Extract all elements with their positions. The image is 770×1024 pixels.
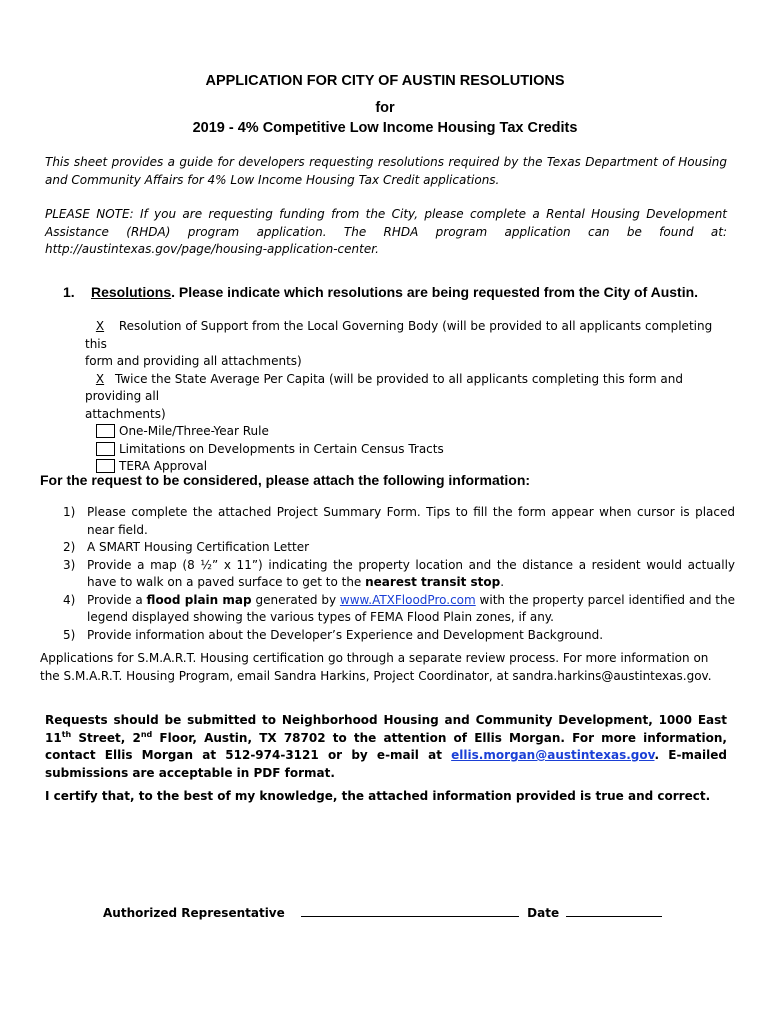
- list-text-bold: flood plain map: [146, 592, 252, 607]
- checkbox[interactable]: [96, 459, 115, 473]
- list-text: A SMART Housing Certification Letter: [87, 540, 310, 554]
- submission-paragraph: [45, 712, 727, 782]
- submission-text: Floor, Austin, TX 78702 to the attention of Ellis Morgan. For more information, contact Ellis Morgan at 512-974-3121 or by e-mail at: [45, 730, 727, 762]
- floodpro-link[interactable]: www.ATXFloodPro.com: [339, 592, 476, 607]
- resolutions-list: [85, 318, 725, 476]
- list-item: [40, 557, 735, 592]
- list-text-part: with the property parcel identified and the legend displayed showing the various types of FEMA Flood Plain zones, if any.: [87, 592, 735, 624]
- list-number: 2): [63, 540, 76, 554]
- superscript: nd: [140, 729, 153, 739]
- resolution-label-continued: attachments): [85, 406, 166, 421]
- list-item: [40, 504, 735, 539]
- signature-label: Authorized Representative: [103, 906, 285, 920]
- list-number: 1): [63, 505, 76, 519]
- submission-text: Requests should be submitted to Neighborhood Housing and Community Development, 1000 East 11: [45, 713, 727, 745]
- list-text: [87, 592, 735, 627]
- signature-field[interactable]: [301, 904, 519, 917]
- checked-mark[interactable]: X: [95, 319, 105, 333]
- list-text: [87, 557, 735, 592]
- email-link[interactable]: ellis.morgan@austintexas.gov: [451, 748, 655, 762]
- list-text: Provide information about the Developer’s Experience and Development Background.: [87, 627, 604, 642]
- list-text-part: .: [500, 575, 505, 589]
- page-subtitle: 2019 - 4% Competitive Low Income Housing Tax Credits: [192, 120, 578, 136]
- resolution-item: [85, 423, 725, 441]
- list-text-bold: nearest transit stop: [365, 575, 501, 589]
- list-text-part: generated by: [251, 592, 340, 607]
- list-text: Please complete the attached Project Summary Form. Tips to fill the form appear when cursor is placed near field.: [87, 505, 735, 537]
- list-item: [40, 627, 735, 645]
- resolution-label: Limitations on Developments in Certain Census Tracts: [119, 441, 444, 456]
- superscript: th: [61, 729, 72, 739]
- title-for: for: [375, 100, 395, 116]
- note-paragraph: PLEASE NOTE: If you are requesting funding from the City, please complete a Rental Housing Development Assistance (RHDA) program application. The RHDA program application can be found at: http://austintexas.gov/page/housing-application-center.: [45, 207, 727, 256]
- date-label: Date: [527, 906, 560, 920]
- section-1-heading: [63, 284, 698, 300]
- resolution-item: [85, 371, 725, 406]
- intro-paragraph: This sheet provides a guide for developers requesting resolutions required by the Texas Department of Housing and Community Affairs for 4% Low Income Housing Tax Credit applications.: [45, 155, 727, 187]
- section-number: 1.: [63, 284, 75, 300]
- resolution-label: Twice the State Average Per Capita (will be provided to all applicants completing this form and providing all: [85, 371, 683, 403]
- smart-housing-paragraph: Applications for S.M.A.R.T. Housing certification go through a separate review process. For more information on the S.M.A.R.T. Housing Program, email Sandra Harkins, Project Coordinator, at sandra.harkins@austintexas.gov.: [40, 651, 712, 683]
- attachments-heading: For the request to be considered, please attach the following information:: [40, 472, 531, 488]
- resolution-label: One-Mile/Three-Year Rule: [119, 424, 269, 438]
- attachments-list: [40, 504, 735, 644]
- list-number: 4): [63, 592, 76, 607]
- resolution-label-continued: form and providing all attachments): [85, 354, 302, 368]
- resolution-label: TERA Approval: [119, 459, 208, 473]
- certification-statement: I certify that, to the best of my knowledge, the attached information provided is true and correct.: [45, 789, 711, 803]
- resolution-item: [85, 318, 725, 353]
- checked-mark[interactable]: X: [95, 371, 105, 386]
- submission-text: . E-mailed submissions are acceptable in PDF format.: [45, 748, 727, 780]
- list-number: 5): [63, 627, 76, 642]
- resolution-item: [85, 441, 725, 459]
- list-item: [40, 539, 735, 557]
- section-heading-rest: . Please indicate which resolutions are being requested from the City of Austin.: [171, 284, 699, 300]
- list-number: 3): [63, 557, 76, 572]
- list-item: [40, 592, 735, 627]
- submission-text: Street, 2: [71, 730, 141, 745]
- page-title: APPLICATION FOR CITY OF AUSTIN RESOLUTIONS: [205, 73, 565, 89]
- resolution-label: Resolution of Support from the Local Governing Body (will be provided to all applicants completing this: [85, 319, 713, 351]
- signature-row: [103, 904, 662, 920]
- list-text-part: Provide a map (8 ½” x 11”) indicating the property location and the distance a resident would actually have to walk on a paved surface to get to the: [87, 557, 735, 589]
- checkbox[interactable]: [96, 442, 115, 456]
- section-heading-underlined: Resolutions: [91, 284, 172, 300]
- checkbox[interactable]: [96, 424, 115, 438]
- list-text-part: Provide a: [87, 592, 147, 607]
- date-field[interactable]: [566, 904, 662, 917]
